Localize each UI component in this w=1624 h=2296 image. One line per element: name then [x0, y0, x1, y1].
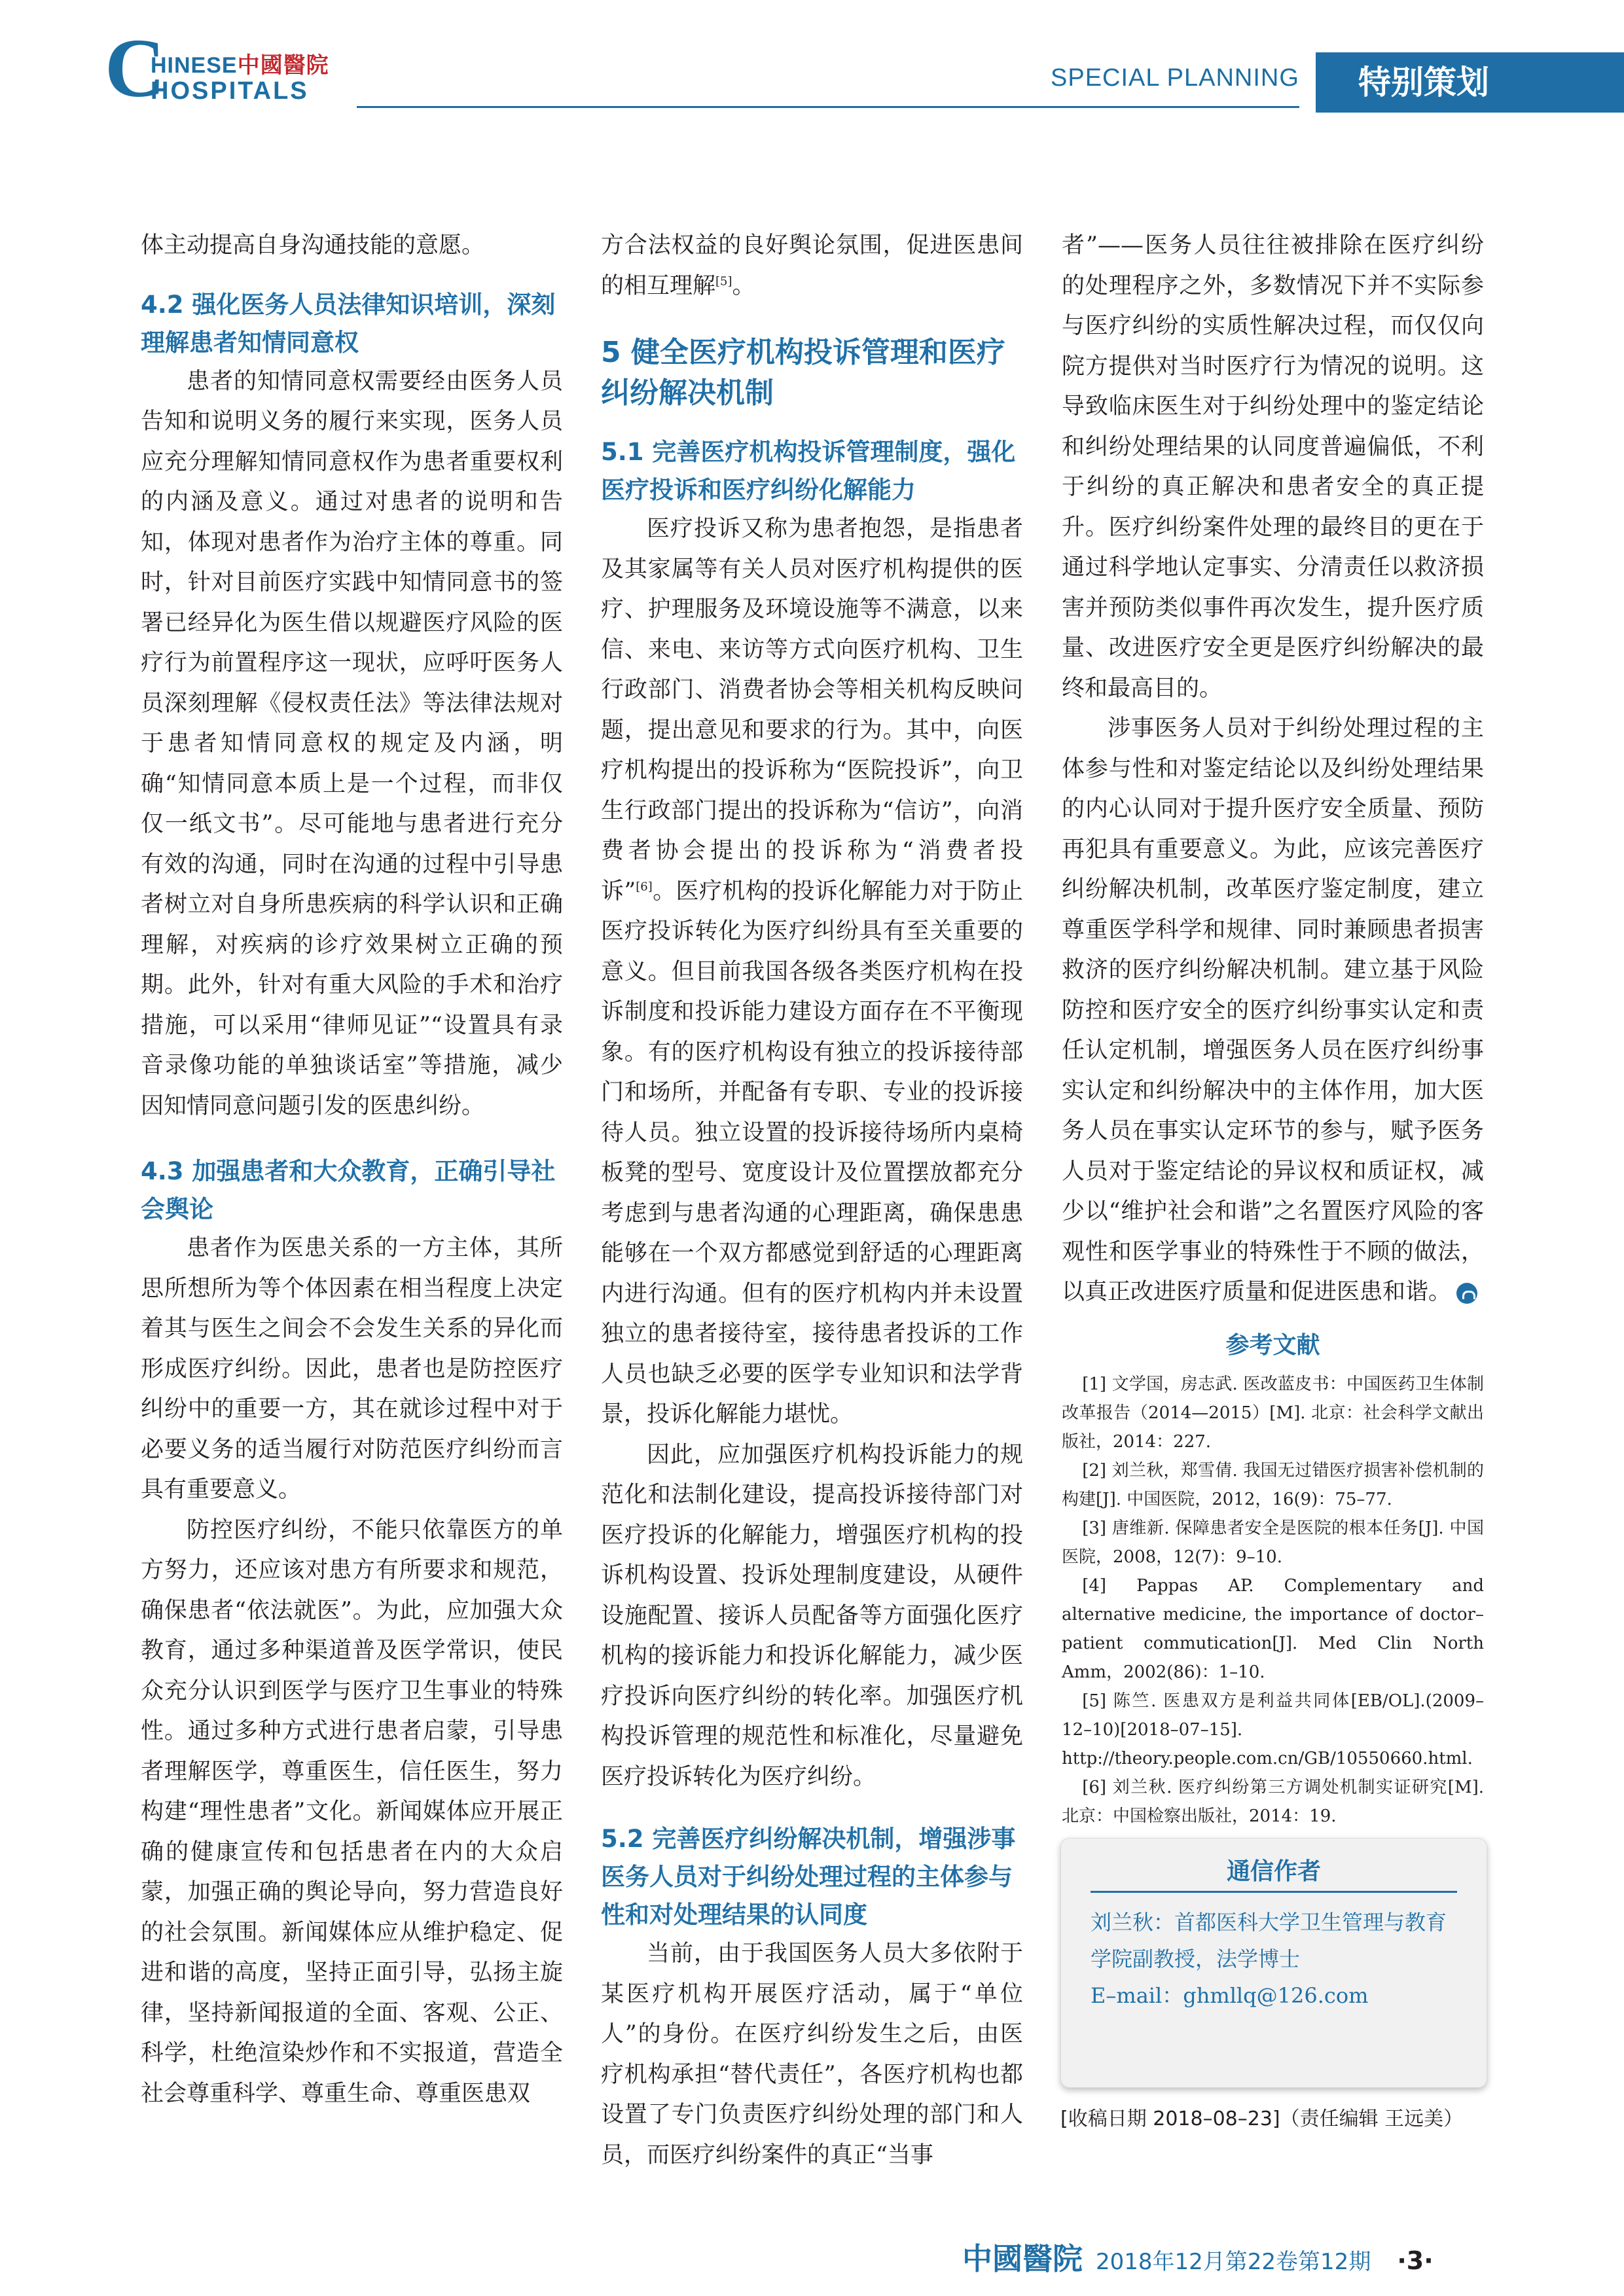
references-heading: 参考文献	[1225, 1331, 1320, 1359]
reference-list	[1062, 1370, 1484, 1831]
author-info: 刘兰秋：首都医科大学卫生管理与教育学院副教授，法学博士	[1091, 1910, 1447, 1971]
citation: [6]	[636, 879, 653, 893]
paragraph: 体主动提高自身沟通技能的意愿。	[141, 232, 485, 259]
subsection-heading-5-1: 5.1 完善医疗机构投诉管理制度，强化医疗投诉和医疗纠纷化解能力	[601, 438, 1016, 504]
paragraph: 防控医疗纠纷，不能只依靠医方的单方努力，还应该对患方有所要求和规范，确保患者“依法就医”。为此，应加强大众教育，通过多种渠道普及医学常识，使民众充分认识到医学与医疗卫生事业的特殊性。通过多种方式进行患者启蒙，引导患者理解医学，尊重医生，信任医生，努力构建“理性患者”文化。新闻媒体应开展正确的健康宣传和包括患者在内的大众启蒙，加强正确的舆论导向，努力营造良好的社会氛围。新闻媒体应从维护稳定、促进和谐的高度，坚持正面引导，弘扬主旋律，坚持新闻报道的全面、客观、公正、科学，杜绝渲染炒作和不实报道，营造全社会尊重科学、尊重生命、尊重医患双	[141, 1516, 563, 2107]
paragraph: 患者的知情同意权需要经由医务人员告知和说明义务的履行来实现，医务人员应充分理解知情同意权作为患者重要权利的内涵及意义。通过对患者的说明和告知，体现对患者作为治疗主体的尊重。同时，针对目前医疗实践中知情同意书的签署已经异化为医生借以规避医疗风险的医疗行为前置程序这一现状，应呼吁医务人员深刻理解《侵权责任法》等法律法规对于患者知情同意权的规定及内涵，明确“知情同意本质上是一个过程，而非仅仅一纸文书”。尽可能地与患者进行充分有效的沟通，同时在沟通的过程中引导患者树立对自身所患疾病的科学认识和正确理解，对疾病的诊疗效果树立正确的预期。此外，针对有重大风险的手术和治疗措施，可以采用“律师见证”“设置具有录音录像功能的单独谈话室”等措施，减少因知情同意问题引发的医患纠纷。	[141, 368, 563, 1119]
correspondence-rule	[1091, 1891, 1457, 1893]
logo-chinese-cn: 中國醫院	[237, 53, 329, 78]
reference-item: [6] 刘兰秋. 医疗纠纷第三方调处机制实证研究[M]. 北京：中国检察出版社，2014：19.	[1062, 1777, 1484, 1826]
paragraph	[601, 226, 1023, 306]
end-mark-icon	[1456, 1283, 1477, 1304]
paragraph-text: 医疗投诉又称为患者抱怨，是指患者及其家属等有关人员对医疗机构提供的医疗、护理服务及环境设施等不满意，以来信、来电、来访等方式向医疗机构、卫生行政部门、消费者协会等相关机构反映问题，提出意见和要求的行为。其中，向医疗机构提出的投诉称为“医院投诉”，向卫生行政部门提出的投诉称为“信访”，向消费者协会提出的投诉称为“消费者投诉”	[601, 516, 1023, 905]
reference-item: [3] 唐维新. 保障患者安全是医院的根本任务[J]. 中国医院，2008，12(7)：9–10.	[1062, 1518, 1484, 1567]
subsection-heading-4-3: 4.3 加强患者和大众教育，正确引导社会舆论	[141, 1157, 556, 1223]
correspondence-body	[1091, 1904, 1457, 2014]
paragraph-text: 方合法权益的良好舆论氛围，促进医患间的相互理解	[601, 232, 1023, 299]
journal-logo	[105, 22, 353, 115]
logo-letter: C	[105, 22, 166, 115]
section-label-en: SPECIAL PLANNING	[1051, 64, 1299, 92]
page-header	[0, 0, 1624, 115]
paragraph-text: 。医疗机构的投诉化解能力对于防止医疗投诉转化为医疗纠纷具有至关重要的意义。但目前我国各级各类医疗机构在投诉制度和投诉能力建设方面存在不平衡现象。有的医疗机构设有独立的投诉接待部门和场所，并配备有专职、专业的投诉接待人员。独立设置的投诉接待场所内桌椅板凳的型号、宽度设计及位置摆放都充分考虑到与患者沟通的心理距离，确保患患能够在一个双方都感觉到舒适的心理距离内进行沟通。但有的医疗机构内并未设置独立的患者接待室，接待患者投诉的工作人员也缺乏必要的医学专业知识和法学背景，投诉化解能力堪忧。	[601, 878, 1023, 1427]
column-1	[141, 226, 563, 2114]
header-rule	[357, 106, 1299, 108]
subsection-heading-5-2: 5.2 完善医疗纠纷解决机制，增强涉事医务人员对于纠纷处理过程的主体参与性和对处理结果的认同度	[601, 1825, 1016, 1929]
citation: [5]	[715, 274, 732, 288]
paragraph: 当前，由于我国医务人员大多依附于某医疗机构开展医疗活动，属于“单位人”的身份。在医疗纠纷发生之后，由医疗机构承担“替代责任”，各医疗机构也都设置了专门负责医疗纠纷处理的部门和人员，而医疗纠纷案件的真正“当事	[601, 1941, 1023, 2168]
page-footer	[962, 2235, 1434, 2278]
paragraph: 患者作为医患关系的一方主体，其所思所想所为等个体因素在相当程度上决定着其与医生之间会不会发生关系的异化而形成医疗纠纷。因此，患者也是防控医疗纠纷中的重要一方，其在就诊过程中对于必要义务的适当履行对防范医疗纠纷而言具有重要意义。	[141, 1235, 563, 1503]
section-tab-label: 特别策划	[1358, 63, 1489, 101]
paragraph	[1062, 709, 1484, 1313]
logo-chinese-en: HINESE	[151, 53, 238, 78]
footer-journal: 中國醫院	[962, 2241, 1083, 2276]
author-email: E–mail：ghmllq@126.com	[1091, 1983, 1369, 2008]
column-2	[601, 226, 1023, 2176]
reference-item: [5] 陈竺. 医患双方是利益共同体[EB/OL].(2009–12–10)[2018–07–15]. http://theory.people.com.cn/GB/10550660.html.	[1062, 1691, 1484, 1768]
reference-item: [2] 刘兰秋，郑雪倩. 我国无过错医疗损害补偿机制的构建[J]. 中国医院，2012，16(9)：75–77.	[1062, 1460, 1484, 1509]
column-3	[1062, 226, 1484, 1831]
paragraph-text: 。	[732, 272, 755, 299]
received-date: [收稿日期 2018–08–23]（责任编辑 王远美）	[1060, 2108, 1464, 2130]
section-heading-5: 5 健全医疗机构投诉管理和医疗纠纷解决机制	[601, 336, 1005, 410]
page-number: ·3·	[1397, 2246, 1434, 2275]
correspondence-box	[1060, 1838, 1487, 2088]
reference-item: [4] Pappas AP. Complementary and alternative medicine, the importance of doctor–patient commutication[J]. Med Clin North Amm，2002(86)：1–10.	[1062, 1575, 1484, 1682]
paragraph: 因此，应加强医疗机构投诉能力的规范化和法制化建设，提高投诉接待部门对医疗投诉的化解能力，增强医疗机构的投诉机构设置、投诉处理制度建设，从硬件设施配置、接诉人员配备等方面强化医疗机构的接诉能力和投诉化解能力，减少医疗投诉向医疗纠纷的转化率。加强医疗机构投诉管理的规范性和标准化，尽量避免医疗投诉转化为医疗纠纷。	[601, 1441, 1023, 1790]
paragraph	[601, 509, 1023, 1435]
section-tab	[1316, 52, 1624, 113]
paragraph: 者”——医务人员往往被排除在医疗纠纷的处理程序之外，多数情况下并不实际参与医疗纠纷的实质性解决过程，而仅仅向院方提供对当时医疗行为情况的说明。这导致临床医生对于纠纷处理中的鉴定结论和纠纷处理结果的认同度普遍偏低，不利于纠纷的真正解决和患者安全的真正提升。医疗纠纷案件处理的最终目的更在于通过科学地认定事实、分清责任以救济损害并预防类似事件再次发生，提升医疗质量、改进医疗安全更是医疗纠纷解决的最终和最高目的。	[1062, 232, 1484, 702]
logo-top-line	[151, 47, 329, 79]
correspondence-title: 通信作者	[1226, 1858, 1321, 1885]
logo-hospitals: HOSPITALS	[151, 77, 309, 105]
reference-item: [1] 文学国，房志武. 医改蓝皮书：中国医药卫生体制改革报告（2014—2015）[M]. 北京：社会科学文献出版社，2014：227.	[1062, 1374, 1484, 1452]
footer-issue: 2018年12月第22卷第12期	[1096, 2249, 1371, 2275]
subsection-heading-4-2: 4.2 强化医务人员法律知识培训，深刻理解患者知情同意权	[141, 290, 556, 357]
paragraph-text: 涉事医务人员对于纠纷处理过程的主体参与性和对鉴定结论以及纠纷处理结果的内心认同对于提升医疗安全质量、预防再犯具有重要意义。为此，应该完善医疗纠纷解决机制，改革医疗鉴定制度，建立尊重医学科学和规律、同时兼顾患者损害救济的医疗纠纷解决机制。建立基于风险防控和医疗安全的医疗纠纷事实认定和责任认定机制，增强医务人员在医疗纠纷事实认定和纠纷解决中的主体作用，加大医务人员在事实认定环节的参与，赋予医务人员对于鉴定结论的异议权和质证权，减少以“维护社会和谐”之名置医疗风险的客观性和医学事业的特殊性于不顾的做法，以真正改进医疗质量和促进医患和谐。	[1062, 715, 1484, 1305]
